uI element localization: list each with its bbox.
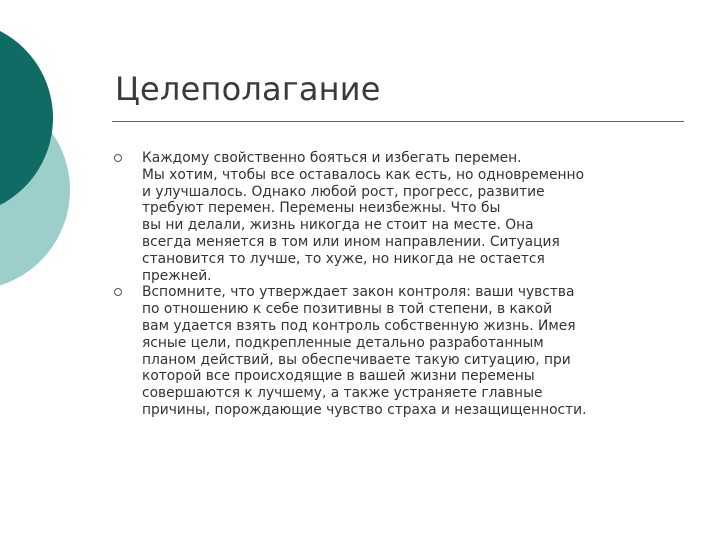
bullet-1-line-8: прежней. xyxy=(142,267,212,284)
bullet-1-line-3: и улучшалось. Однако любой рост, прогресс, развитие xyxy=(142,183,545,200)
bullet-circle-icon xyxy=(114,154,122,162)
bullet-list xyxy=(112,150,692,419)
title-divider xyxy=(112,121,684,122)
bullet-2-line-3: вам удается взять под контроль собственную жизнь. Имея xyxy=(142,317,576,334)
bullet-item-1 xyxy=(112,150,692,284)
bullet-1-line-5: вы ни делали, жизнь никогда не стоит на месте. Она xyxy=(142,217,534,234)
bullet-2-line-5: планом действий, вы обеспечиваете такую ситуацию, при xyxy=(142,351,571,368)
bullet-2-line-6: которой все происходящие в вашей жизни перемены xyxy=(142,368,535,385)
bullet-2-line-1: Вспомните, что утверждает закон контроля: ваши чувства xyxy=(142,284,575,301)
bullet-circle-icon xyxy=(114,288,122,296)
bullet-1-line-7: становится то лучше, то хуже, но никогда не остается xyxy=(142,250,545,267)
bullet-2-line-4: ясные цели, подкрепленные детально разработанным xyxy=(142,334,544,351)
bullet-item-2 xyxy=(112,284,692,418)
bullet-1-line-4: требуют перемен. Перемены неизбежны. Что бы xyxy=(142,200,501,217)
bullet-1-line-2: Мы хотим, чтобы все оставалось как есть, но одновременно xyxy=(142,166,585,183)
bullet-1-line-6: всегда меняется в том или ином направлении. Ситуация xyxy=(142,233,560,250)
decorative-circles xyxy=(0,0,120,300)
bullet-2-line-2: по отношению к себе позитивны в той степени, в какой xyxy=(142,301,553,318)
bullet-1-line-1: Каждому свойственно бояться и избегать перемен. xyxy=(142,150,522,166)
bullet-2-line-8: причины, порождающие чувство страха и незащищенности. xyxy=(142,401,587,418)
bullet-2-line-7: совершаются к лучшему, а также устраняете главные xyxy=(142,385,543,402)
slide-title: Целеполагание xyxy=(115,70,381,108)
